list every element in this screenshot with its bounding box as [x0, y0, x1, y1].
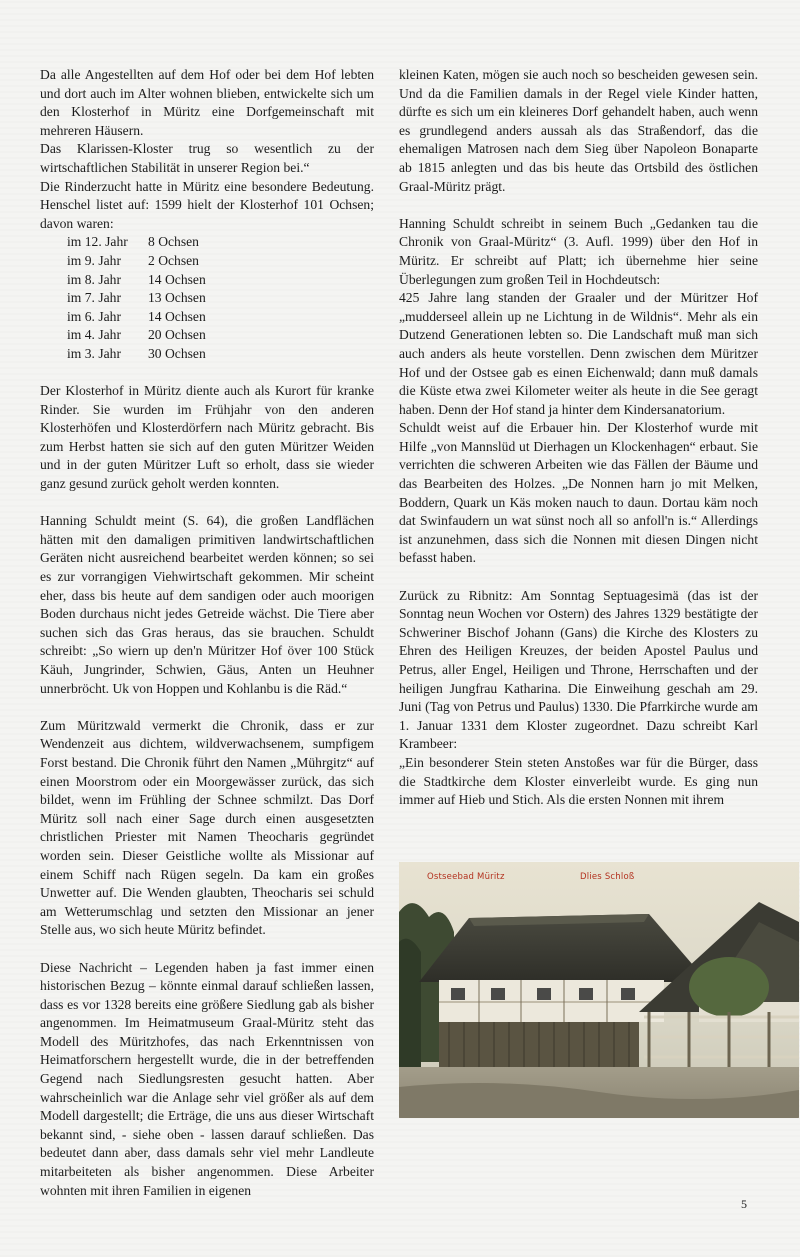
table-cell-age: im 8. Jahr — [67, 271, 121, 287]
table-cell-age: im 9. Jahr — [67, 252, 121, 268]
paragraph: Hanning Schuldt meint (S. 64), die großen Landflächen hätten mit den damaligen primitiven landwirtschaftlichen Geräten nicht ausreichend bearbeitet werden können; so sei es zur vorrangigen Viehwirtschaft gekommen. Mir scheint eher, dass bis heute auf dem sandigen oder auch moorigen Boden durchaus nicht jedes Getreide wächst. Die Tiere aber suchen sich das Gras heraus, das sie brauchen. Schuldt schreibt: „So wiern up den'n Müritzer Hof över 100 Stück Käuh, Jungrinder, Schwien, Gäus, Anten un Heuhner unnerbröcht. Uk von Hoppen und Kohlanbu is die Räd.“ — [40, 513, 374, 696]
paragraph: Die Rinderzucht hatte in Müritz eine besondere Bedeutung. Henschel listet auf: 1599 hielt der Klosterhof 101 Ochsen; davon waren: — [40, 178, 374, 231]
paragraph: Schuldt weist auf die Erbauer hin. Der Klosterhof wurde mit Hilfe „von Mannslüd ut Dierhagen un Klockenhagen“ erbaut. Sie verrichten die schweren Arbeiten wie das Fällen der Bäume und das Bearbeiten des Holzes. „De Nonnen harn jo mit Melken, Boddern, Quark un Käs moken nauch to daun. Dortau käm noch dat Swinfaudern un wat sünst noch all so anfoll'n is.“ Allerdings ist anzunehmen, dass sich die Nonnen mit diesen Dingen nicht befasst haben. — [399, 420, 758, 566]
table-row — [67, 326, 206, 345]
table-row — [67, 271, 206, 290]
table-cell-age: im 6. Jahr — [67, 308, 121, 324]
table-row — [67, 345, 206, 364]
paragraph: Das Klarissen-Kloster trug so wesentlich zu der wirtschaftlichen Stabilität in unserer Region bei.“ — [40, 141, 374, 175]
paragraph: Diese Nachricht – Legenden haben ja fast immer einen historischen Bezug – könnte einmal darauf schließen lassen, dass es vor 1328 bereits eine größere Siedlung gab als bisher angenommen. Im Heimatmuseum Graal-Müritz steht das Modell des Müritzhofes, das nach Erkenntnissen von Heimatforschern hergestellt wurde, die in der betreffenden Gegend nach Siedlungsresten gesucht hatten. Aber wahrscheinlich war die Anlage sehr viel größer als auf dem Modell dargestellt; die Erträge, die uns aus dieser Wirtschaft bekannt sind, - siehe oben - lassen darauf schließen. Das bedeutet dann aber, dass damals sehr viel mehr Landleute mitarbeiteten als bisher angenommen. Diese Arbeiter wohnten mit ihren Familien in eigenen — [40, 959, 374, 1198]
table-cell-count: 20 Ochsen — [148, 327, 206, 343]
photo-caption: Dlies Schloß — [580, 872, 635, 882]
paragraph: Da alle Angestellten auf dem Hof oder bei dem Hof lebten und dort auch im Alter wohnen blieben, entwickelte sich um den Klosterhof in Müritz eine Dorfgemeinschaft mit mehreren Häusern. — [40, 67, 374, 138]
paragraph: Hanning Schuldt schreibt in seinem Buch „Gedanken tau die Chronik von Graal-Müritz“ (3. Aufl. 1999) über den Hof in Müritz. Er schreibt auf Platt; ich übernehme hier seine Überlegungen zum großen Teil in Hochdeutsch: — [399, 215, 758, 287]
paragraph: Der Klosterhof in Müritz diente auch als Kurort für kranke Rinder. Sie wurden im Frühjahr von den anderen Klosterhöfen und Klosterdörfern nach Müritz gebracht. Bis zum Herbst hatten sie sich auf den guten Müritzer Weiden und in der guten Müritzer Luft so erholt, dass sie wieder ganz gesund zurück geholt werden konnten. — [40, 383, 374, 492]
table-row — [67, 308, 206, 327]
paragraph: Zum Müritzwald vermerkt die Chronik, dass er zur Wendenzeit aus dichtem, wildverwachsenem, sumpfigem Forst bestand. Die Chronik führt den Namen „Mührgitz“ auf einen Moorstrom oder ein Moorgewässer zurück, das sich bildet, wenn im Frühling der Schnee schmilzt. Das Dorf Müritz soll nach einer Sage durch einen ausgesetzten christlichen Priester mit Namen Theocharis gegründet worden sein. Dieser Geistliche wollte als Missionar auf einem Schiff nach Rügen segeln. Da kam ein großes Unwetter auf. Die Wenden glaubten, Theocharis sei schuld am Wetterumschlag und setzten den Missionar an jener Stelle aus, wo sich heute Müritz befindet. — [40, 717, 374, 938]
postcard-illustration — [399, 862, 799, 1118]
table-cell-age: im 3. Jahr — [67, 345, 121, 361]
table-cell-age: im 4. Jahr — [67, 327, 121, 343]
paragraph: 425 Jahre lang standen der Graaler und der Müritzer Hof „mudderseel allein up ne Lichtung in de Wildnis“. Mehr als ein Dutzend Generationen lebten so. Die Landschaft muß man sich auch anders als heute vorstellen. Denn zwischen dem Müritzer Hof und der Ostsee gab es einen Eichenwald; dann muß damals die Küste etwa zwei Kilometer weiter als heute in die See geragt haben. Denn der Hof stand ja hinter dem Kindersanatorium. — [399, 290, 758, 417]
table-cell-count: 13 Ochsen — [148, 290, 206, 306]
table-cell-age: im 7. Jahr — [67, 290, 121, 306]
paragraph: kleinen Katen, mögen sie auch noch so bescheiden gewesen sein. Und da die Familien damals in der Regel viele Kinder hatten, dürfte es sich um ein kleineres Dorf gehandelt haben, auch wenn es grundlegend anders aussah als das Straßendorf, das die ehemaligen Matrosen nach dem Sieg über Napoleon Bonaparte ab 1815 anlegten und das bis heute das Ortsbild des östlichen Graal-Müritz prägt. — [399, 67, 758, 194]
table-cell-count: 14 Ochsen — [148, 308, 206, 324]
historic-postcard-photo — [399, 862, 799, 1118]
table-cell-age: im 12. Jahr — [67, 234, 128, 250]
paragraph: „Ein besonderer Stein steten Anstoßes war für die Bürger, dass die Stadtkirche dem Kloster einverleibt wurde. Es ging nun immer auf Hieb und Stich. Als die ersten Nonnen mit ihrem — [399, 754, 758, 808]
paragraph: Zurück zu Ribnitz: Am Sonntag Septuagesimä (das ist der Sonntag neun Wochen vor Ostern) des Jahres 1329 bestätigte der Schweriner Bischof Johann (Gans) die Kirche des Klosters zu Ehren des Heiligen Kreuzes, der beiden Apostel Paulus und Petrus, aller Engel, Heiligen und Throne, Herrschaften und der heiligen Jungfrau Katharina. Die Einweihung geschah am 29. Juni (Tag von Petrus und Paulus) 1330. Die Pfarrkirche wurde am 1. Januar 1331 dem Kloster zugeordnet. Dazu schreibt Karl Krambeer: — [399, 587, 758, 752]
table-row — [67, 252, 206, 271]
photo-caption: Ostseebad Müritz — [427, 872, 505, 882]
oxen-table — [67, 233, 206, 363]
table-row — [67, 289, 206, 308]
page-number: 5 — [741, 1197, 747, 1211]
right-column — [399, 66, 758, 810]
table-cell-count: 2 Ochsen — [148, 252, 199, 268]
table-cell-count: 30 Ochsen — [148, 345, 206, 361]
table-cell-count: 8 Ochsen — [148, 234, 199, 250]
left-column — [40, 66, 374, 1200]
table-row — [67, 233, 206, 252]
table-cell-count: 14 Ochsen — [148, 271, 206, 287]
